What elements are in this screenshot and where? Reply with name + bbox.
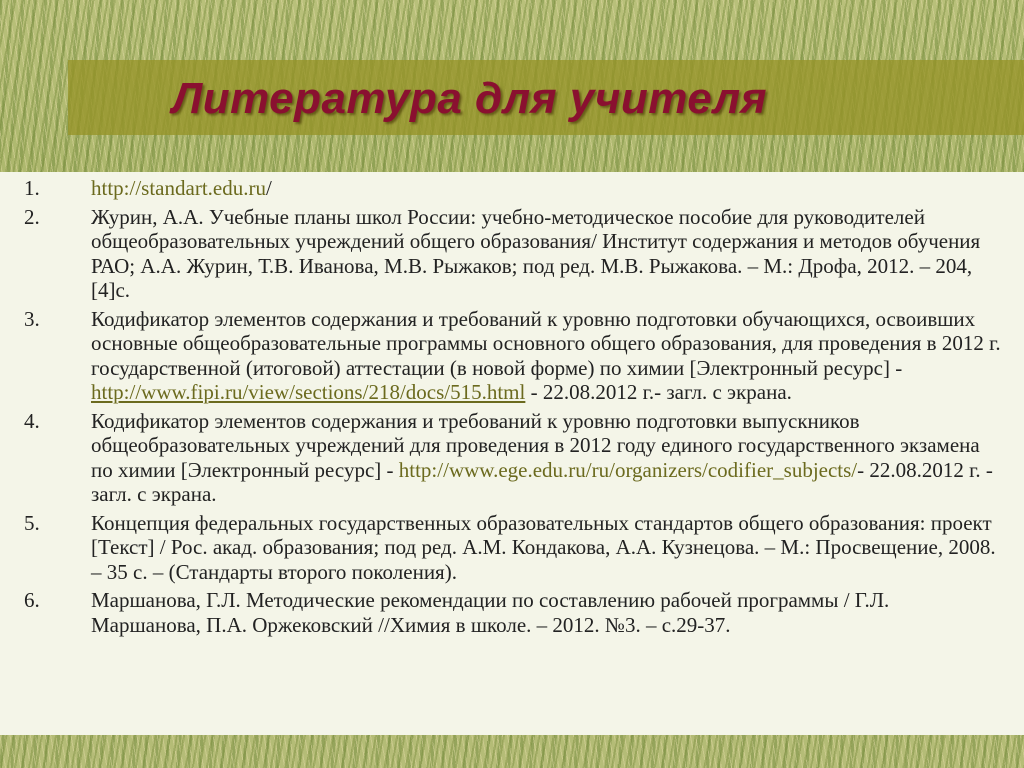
item-text: Маршанова, Г.Л. Методические рекомендации по составлению рабочей программы / Г.Л. Маршанова, П.А. Оржековский //Химия в школе. – 2012. №3. – с.29-37. <box>91 588 890 637</box>
link-fipi[interactable]: http://www.fipi.ru/view/sections/218/docs/515.html <box>91 380 526 404</box>
list-item <box>0 409 1024 507</box>
slide-title: Литература для учителя <box>172 74 768 123</box>
item-text: Кодификатор элементов содержания и требований к уровню подготовки обучающихся, освоивших основные общеобразовательные программы основного общего образования, для проведения в 2012 г. государственной (итоговой) аттестации (в новой форме) по химии [Электронный ресурс] - <box>91 306 1001 380</box>
item-number: 4. <box>24 408 40 433</box>
list-item <box>0 307 1024 405</box>
item-text: Концепция федеральных государственных образовательных стандартов общего образования: проект [Текст] / Рос. акад. образования; под ред. А.М. Кондакова, А.А. Кузнецова. – М.: Просвещение, 2008. – 35 с. – (Стандарты второго поколения). <box>91 510 996 584</box>
item-tail: / <box>265 176 272 200</box>
list-item <box>0 588 1024 637</box>
reference-list <box>0 176 1024 641</box>
item-number: 1. <box>24 176 40 200</box>
list-item <box>0 511 1024 585</box>
link-standart[interactable]: http://standart.edu.ru <box>91 176 266 200</box>
list-item <box>0 176 1024 201</box>
item-tail: - 22.08.2012 г. - загл. с экрана. <box>91 457 993 506</box>
item-number: 3. <box>24 306 40 331</box>
item-number: 2. <box>24 204 40 229</box>
item-number: 6. <box>24 588 40 612</box>
item-text: Кодификатор элементов содержания и требований к уровню подготовки выпускников общеобразовательных учреждений для проведения в 2012 году единого государственного экзамена по химии [Электронный ресурс] - <box>91 408 980 482</box>
item-number: 5. <box>24 510 40 535</box>
list-item <box>0 205 1024 303</box>
item-tail: - 22.08.2012 г.- загл. с экрана. <box>525 380 792 404</box>
item-text: Журин, А.А. Учебные планы школ России: учебно-методическое пособие для руководителей общеобразовательных учреждений общего образования/ Институт содержания и методов обучения РАО; А.А. Журин, Т.В. Иванова, М.В. Рыжаков; под ред. М.В. Рыжакова. – М.: Дрофа, 2012. – 204, [4]с. <box>91 204 981 302</box>
link-ege[interactable]: http://www.ege.edu.ru/ru/organizers/codifier_subjects/ <box>398 457 858 482</box>
